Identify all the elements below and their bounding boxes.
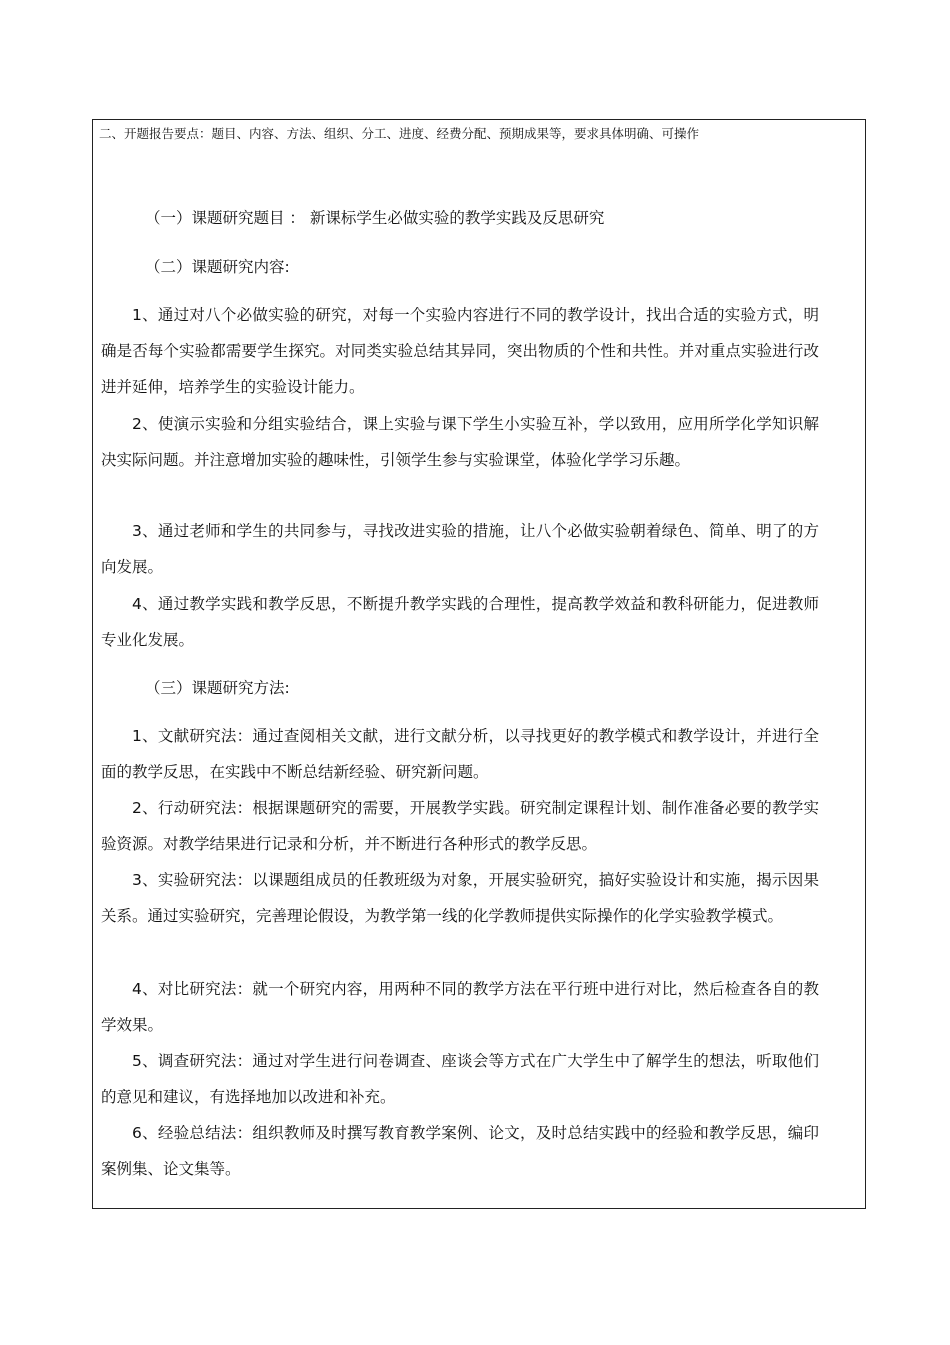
report-frame (92, 119, 866, 1209)
method-paragraph: 6、经验总结法：组织教师及时撰写教育教学案例、论文，及时总结实践中的经验和教学反思，编印案例集、论文集等。 (101, 1124, 819, 1178)
section-title-methods: （三）课题研究方法: (145, 679, 290, 697)
content-paragraph: 2、使演示实验和分组实验结合，课上实验与课下学生小实验互补，学以致用，应用所学化学知识解决实际问题。并注意增加实验的趣味性，引领学生参与实验课堂，体验化学学习乐趣。 (101, 415, 819, 469)
method-paragraph: 2、行动研究法：根据课题研究的需要，开展教学实践。研究制定课程计划、制作准备必要的教学实验资源。对教学结果进行记录和分析，并不断进行各种形式的教学反思。 (101, 799, 819, 853)
method-paragraph: 5、调查研究法：通过对学生进行问卷调查、座谈会等方式在广大学生中了解学生的想法，听取他们的意见和建议，有选择地加以改进和补充。 (101, 1052, 819, 1106)
method-paragraph: 3、实验研究法：以课题组成员的任教班级为对象，开展实验研究，搞好实验设计和实施，揭示因果关系。通过实验研究，完善理论假设，为教学第一线的化学教师提供实际操作的化学实验教学模式。 (101, 871, 819, 925)
section-title-topic: （一）课题研究题目 ： 新课标学生必做实验的教学实践及反思研究 (145, 209, 605, 227)
header-note: 二、开题报告要点：题目、内容、方法、组织、分工、进度、经费分配、预期成果等，要求具体明确、可操作 (99, 126, 700, 141)
method-paragraph: 1、文献研究法：通过查阅相关文献，进行文献分析，以寻找更好的教学模式和教学设计，并进行全面的教学反思，在实践中不断总结新经验、研究新问题。 (101, 727, 819, 781)
method-paragraph: 4、对比研究法：就一个研究内容，用两种不同的教学方法在平行班中进行对比，然后检查各自的教学效果。 (101, 980, 819, 1034)
content-paragraph: 3、通过老师和学生的共同参与，寻找改进实验的措施，让八个必做实验朝着绿色、简单、明了的方向发展。 (101, 522, 819, 576)
section-title-content: （二）课题研究内容: (145, 258, 290, 276)
content-paragraph: 4、通过教学实践和教学反思，不断提升教学实践的合理性，提高教学效益和教科研能力，促进教师专业化发展。 (101, 595, 819, 649)
content-paragraph: 1、通过对八个必做实验的研究，对每一个实验内容进行不同的教学设计，找出合适的实验方式，明确是否每个实验都需要学生探究。对同类实验总结其异同，突出物质的个性和共性。并对重点实验进行改进并延伸，培养学生的实验设计能力。 (101, 306, 819, 396)
